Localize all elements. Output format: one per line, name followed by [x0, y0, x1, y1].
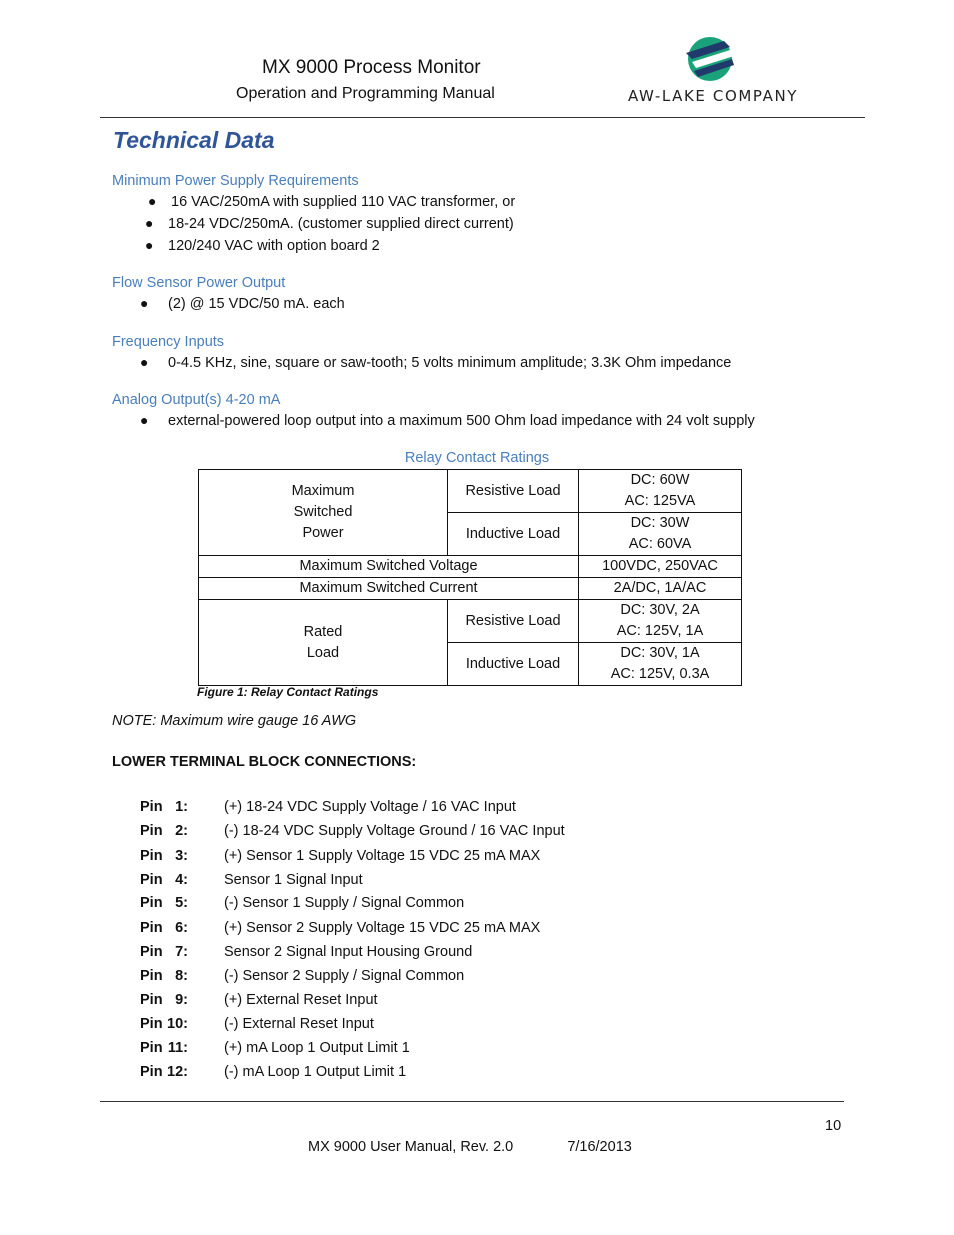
- max-voltage-label: Maximum Switched Voltage: [199, 556, 579, 578]
- analog-heading: Analog Output(s) 4-20 mA: [112, 392, 281, 408]
- flow-sensor-item-1: ● (2) @ 15 VDC/50 mA. each: [140, 295, 345, 312]
- flow-sensor-heading: Flow Sensor Power Output: [112, 275, 286, 291]
- rated-inductive-value: DC: 30V, 1A AC: 125V, 0.3A: [579, 643, 742, 686]
- header-rule: [100, 117, 865, 118]
- rated-resistive-label: Resistive Load: [448, 600, 579, 643]
- pin-row: Pin 11: (+) mA Loop 1 Output Limit 1: [140, 1040, 410, 1056]
- max-current-value: 2A/DC, 1A/AC: [579, 578, 742, 600]
- relay-ratings-table: [198, 469, 742, 686]
- power-supply-item-1: ● 16 VAC/250mA with supplied 110 VAC transformer, or: [148, 193, 516, 210]
- company-name: AW-LAKE COMPANY: [627, 87, 799, 105]
- pin-row: Pin 10: (-) External Reset Input: [140, 1016, 374, 1032]
- bullet-icon: ●: [145, 237, 154, 253]
- power-supply-item-2: ● 18-24 VDC/250mA. (customer supplied direct current): [145, 215, 514, 232]
- frequency-item-1: ● 0-4.5 KHz, sine, square or saw-tooth; 5 volts minimum amplitude; 3.3K Ohm impedance: [140, 354, 732, 371]
- footer-date: 7/16/2013: [567, 1139, 632, 1155]
- max-power-resistive-label: Resistive Load: [448, 470, 579, 513]
- pin-row: Pin 5: (-) Sensor 1 Supply / Signal Common: [140, 895, 465, 911]
- pin-row: Pin 8: (-) Sensor 2 Supply / Signal Common: [140, 968, 465, 984]
- document-title: MX 9000 Process Monitor: [262, 57, 481, 78]
- analog-item-1: ● external-powered loop output into a maximum 500 Ohm load impedance with 24 volt supply: [140, 412, 755, 429]
- footer-manual-revision: MX 9000 User Manual, Rev. 2.0: [308, 1139, 514, 1155]
- figure-caption: Figure 1: Relay Contact Ratings: [197, 685, 379, 699]
- bullet-icon: ●: [145, 215, 154, 231]
- pin-row: Pin 9: (+) External Reset Input: [140, 992, 378, 1008]
- max-current-label: Maximum Switched Current: [199, 578, 579, 600]
- footer-rule: [100, 1101, 844, 1102]
- max-power-inductive-value: DC: 30W AC: 60VA: [579, 513, 742, 556]
- relay-table-caption: Relay Contact Ratings: [404, 450, 550, 466]
- max-power-resistive-value: DC: 60W AC: 125VA: [579, 470, 742, 513]
- pin-row: Pin 3: (+) Sensor 1 Supply Voltage 15 VDC 25 mA MAX: [140, 848, 541, 864]
- lower-terminal-heading: LOWER TERMINAL BLOCK CONNECTIONS:: [112, 754, 417, 770]
- power-supply-heading: Minimum Power Supply Requirements: [112, 173, 359, 189]
- rated-resistive-value: DC: 30V, 2A AC: 125V, 1A: [579, 600, 742, 643]
- section-title: Technical Data: [113, 127, 275, 153]
- pin-row: Pin 1: (+) 18-24 VDC Supply Voltage / 16 VAC Input: [140, 799, 516, 815]
- power-supply-item-3: ● 120/240 VAC with option board 2: [145, 237, 380, 254]
- bullet-icon: ●: [140, 354, 149, 370]
- pin-row: Pin 2: (-) 18-24 VDC Supply Voltage Ground / 16 VAC Input: [140, 823, 565, 839]
- logo-emblem-icon: [684, 34, 738, 84]
- rated-inductive-label: Inductive Load: [448, 643, 579, 686]
- rated-load-label: Rated Load: [199, 600, 448, 686]
- document-subtitle: Operation and Programming Manual: [236, 85, 495, 102]
- pin-row: Pin 6: (+) Sensor 2 Supply Voltage 15 VDC 25 mA MAX: [140, 920, 541, 936]
- bullet-icon: ●: [140, 295, 149, 311]
- wire-gauge-note: NOTE: Maximum wire gauge 16 AWG: [112, 713, 357, 729]
- pin-row: Pin 7: Sensor 2 Signal Input Housing Ground: [140, 944, 473, 960]
- max-voltage-value: 100VDC, 250VAC: [579, 556, 742, 578]
- max-power-label: Maximum Switched Power: [199, 470, 448, 556]
- pin-row: Pin 12: (-) mA Loop 1 Output Limit 1: [140, 1064, 407, 1080]
- bullet-icon: ●: [140, 412, 149, 428]
- page-number: 10: [825, 1118, 842, 1134]
- max-power-inductive-label: Inductive Load: [448, 513, 579, 556]
- footer-text: [308, 1139, 632, 1155]
- bullet-icon: ●: [148, 193, 157, 209]
- frequency-heading: Frequency Inputs: [112, 334, 225, 350]
- company-logo: [608, 34, 818, 110]
- pin-row: Pin 4: Sensor 1 Signal Input: [140, 872, 363, 888]
